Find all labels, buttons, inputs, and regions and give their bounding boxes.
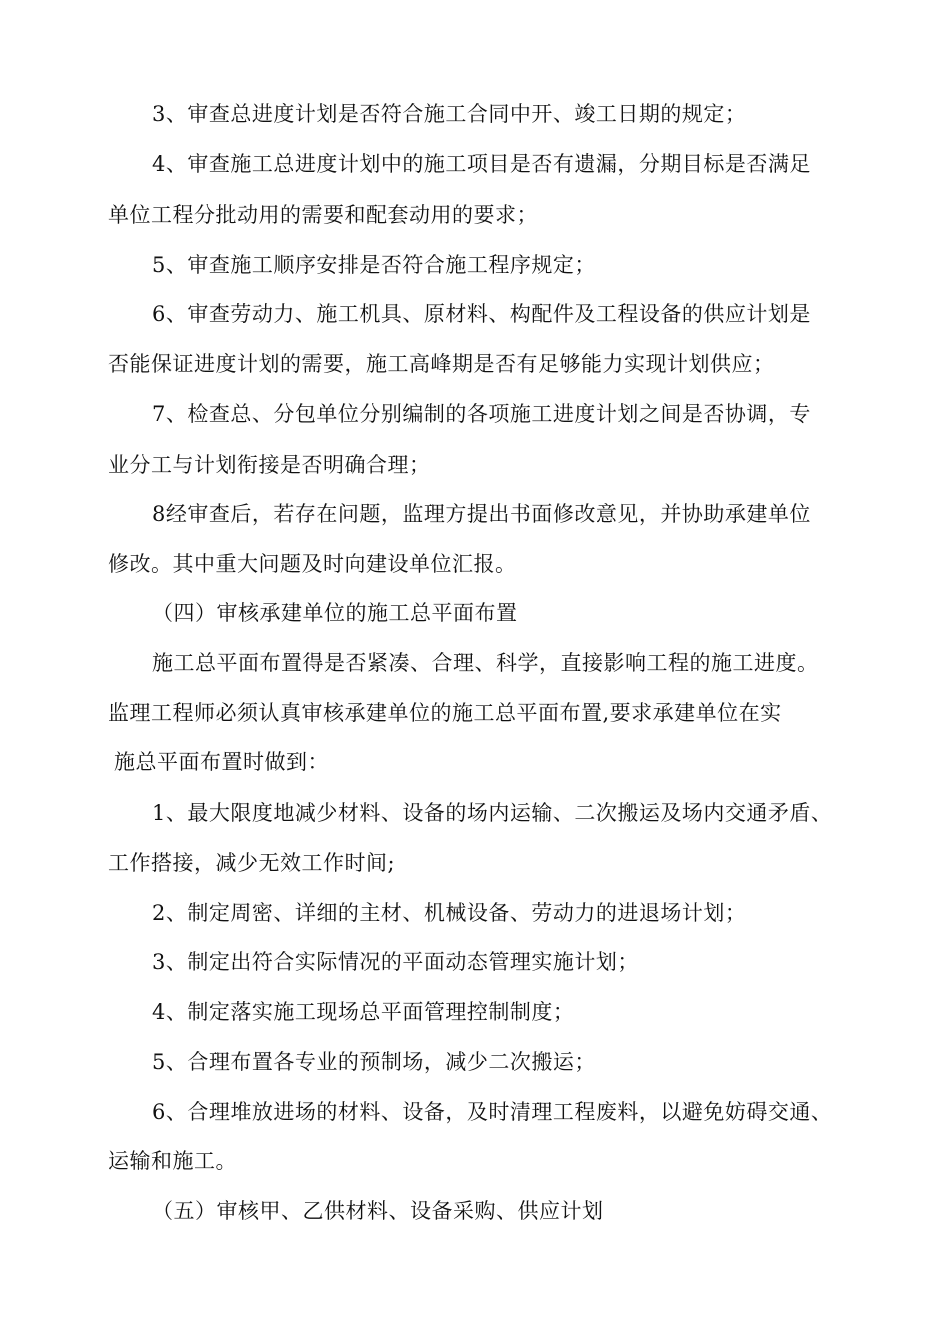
paragraph-line: 6、合理堆放进场的材料、设备，及时清理工程废料，以避免妨碍交通、 [152, 1100, 833, 1124]
paragraph-line: 6、审查劳动力、施工机具、原材料、构配件及工程设备的供应计划是 [152, 302, 811, 326]
paragraph-line: 5、审查施工顺序安排是否符合施工程序规定； [152, 253, 596, 277]
paragraph-line: 施工总平面布置得是否紧凑、合理、科学，直接影响工程的施工进度。 [152, 651, 819, 675]
paragraph-line: 3、制定出符合实际情况的平面动态管理实施计划； [152, 950, 639, 974]
paragraph-line: 4、制定落实施工现场总平面管理控制制度； [152, 1000, 575, 1024]
paragraph-line: 5、合理布置各专业的预制场，减少二次搬运； [152, 1050, 596, 1074]
paragraph-line: 单位工程分批动用的需要和配套动用的要求； [108, 203, 538, 227]
paragraph-line: 4、审查施工总进度计划中的施工项目是否有遗漏，分期目标是否满足 [152, 152, 811, 176]
paragraph-line: 监理工程师必须认真审核承建单位的施工总平面布置,要求承建单位在实 [108, 701, 782, 725]
paragraph-line: 工作搭接，减少无效工作时间; [108, 851, 396, 875]
paragraph-line: 运输和施工。 [108, 1149, 237, 1173]
paragraph-line: 否能保证进度计划的需要，施工高峰期是否有足够能力实现计划供应； [108, 352, 775, 376]
paragraph-line: 8经审查后，若存在问题，监理方提出书面修改意见，并协助承建单位 [152, 502, 811, 526]
paragraph-line: 施总平面布置时做到： [114, 750, 329, 774]
section-heading: （五）审核甲、乙供材料、设备采购、供应计划 [152, 1199, 604, 1223]
paragraph-line: 2、制定周密、详细的主材、机械设备、劳动力的进退场计划； [152, 901, 747, 925]
paragraph-line: 3、审查总进度计划是否符合施工合同中开、竣工日期的规定； [152, 102, 747, 126]
paragraph-line: 业分工与计划衔接是否明确合理； [108, 453, 431, 477]
section-heading: （四）审核承建单位的施工总平面布置 [152, 601, 518, 625]
paragraph-line: 1、最大限度地减少材料、设备的场内运输、二次搬运及场内交通矛盾、 [152, 801, 833, 825]
paragraph-line: 修改。其中重大问题及时向建设单位汇报。 [108, 552, 517, 576]
paragraph-line: 7、检查总、分包单位分别编制的各项施工进度计划之间是否协调，专 [152, 402, 811, 426]
